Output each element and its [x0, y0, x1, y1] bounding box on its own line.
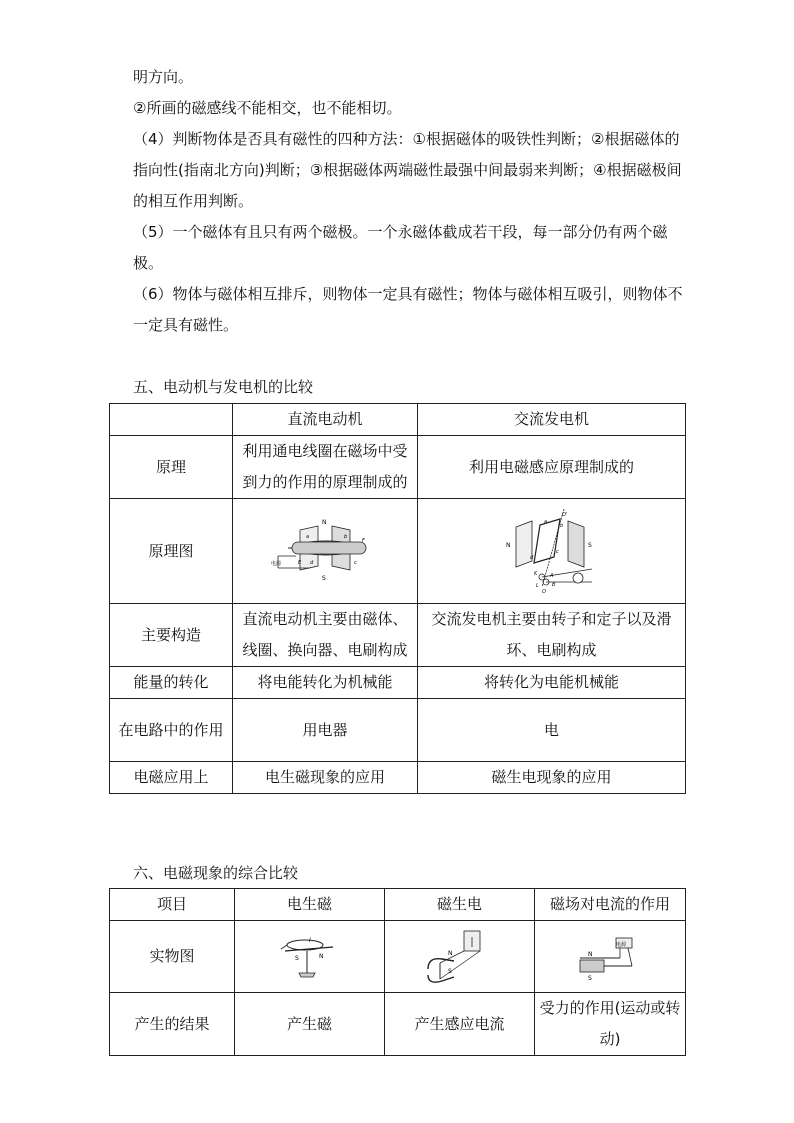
gen-label-k: K [533, 571, 537, 577]
gen-label-o: O [541, 589, 546, 595]
oersted-label-i: I [308, 936, 311, 944]
induction-picture-cell [385, 921, 535, 993]
oersted-label-s: S [294, 954, 299, 962]
section-6-title: 六、电磁现象的综合比较 [133, 864, 299, 882]
table-row [110, 762, 686, 794]
table-header-row [110, 889, 686, 921]
motor-label-s: S [322, 575, 326, 582]
header-cell: 磁生电 [385, 889, 535, 921]
generator-diagram-cell [418, 499, 686, 604]
table-cell: 电生磁现象的应用 [233, 762, 418, 794]
table-cell: 将转化为电能机械能 [418, 667, 686, 699]
oersted-picture-cell [235, 921, 385, 993]
row-label: 产生的结果 [110, 993, 235, 1056]
motor-force-picture-cell [535, 921, 686, 993]
paragraph-2: ②所画的磁感线不能相交，也不能相切。 [133, 99, 402, 117]
header-cell: 电生磁 [235, 889, 385, 921]
electromagnetism-table [109, 888, 686, 1056]
gen-label-a: a [543, 519, 547, 525]
table-cell: 利用通电线圈在磁场中受到力的作用的原理制成的 [233, 436, 418, 499]
motor-generator-table [109, 403, 686, 794]
oersted-experiment-picture [277, 929, 343, 985]
table-cell: 利用电磁感应原理制成的 [418, 436, 686, 499]
induction-experiment-picture [420, 927, 500, 987]
row-label: 电磁应用上 [110, 762, 233, 794]
dc-motor-diagram [270, 516, 380, 586]
paragraph-1: 明方向。 [133, 68, 194, 86]
gen-label-bb: B [551, 582, 555, 588]
gen-label-n: N [505, 542, 510, 549]
gen-label-b: b [559, 523, 563, 529]
header-cell [110, 404, 233, 436]
motor-power-label: 电源 [271, 561, 282, 567]
header-cell: 项目 [110, 889, 235, 921]
table-cell: 将电能转化为机械能 [233, 667, 418, 699]
header-cell: 交流发电机 [418, 404, 686, 436]
gen-label-c: c [555, 549, 559, 555]
induction-label-s: S [447, 967, 452, 975]
motor-label-d: d [310, 560, 314, 566]
row-label: 原理 [110, 436, 233, 499]
oersted-label-n: N [318, 952, 323, 960]
gen-label-s: S [587, 542, 592, 549]
table-header-row [110, 404, 686, 436]
table-row [110, 604, 686, 667]
motor-force-label-n: N [588, 950, 593, 958]
header-cell: 直流电动机 [233, 404, 418, 436]
motor-diagram-cell [233, 499, 418, 604]
ac-generator-diagram [502, 507, 602, 595]
gen-label-l: L [535, 583, 539, 589]
table-row [110, 436, 686, 499]
row-label: 原理图 [110, 499, 233, 604]
section-5-title: 五、电动机与发电机的比较 [133, 378, 314, 396]
table-row [110, 921, 686, 993]
row-label: 实物图 [110, 921, 235, 993]
table-cell: 用电器 [233, 699, 418, 762]
motor-label-f: F [362, 538, 365, 544]
table-row [110, 699, 686, 762]
row-label: 在电路中的作用 [110, 699, 233, 762]
table-cell: 直流电动机主要由磁体、线圈、换向器、电刷构成 [233, 604, 418, 667]
row-label: 主要构造 [110, 604, 233, 667]
table-cell: 产生感应电流 [385, 993, 535, 1056]
paragraph-3: （4）判断物体是否具有磁性的四种方法：①根据磁体的吸铁性判断；②根据磁体的指向性(指南北方向)判断；③根据磁体两端磁性最强中间最弱来判断；④根据磁极间的相互作用判断。 [133, 130, 682, 210]
gen-label-d: d [529, 555, 533, 561]
table-row [110, 993, 686, 1056]
motor-force-label-s: S [588, 974, 592, 982]
motor-label-b: b [344, 534, 348, 540]
motor-label-c: c [354, 560, 357, 566]
motor-force-power-label: 电源 [616, 941, 627, 948]
gen-label-aa: A [549, 573, 553, 579]
row-label: 能量的转化 [110, 667, 233, 699]
motor-force-experiment-picture [570, 932, 650, 982]
motor-label-n: N [322, 519, 327, 526]
table-cell: 磁生电现象的应用 [418, 762, 686, 794]
header-cell: 磁场对电流的作用 [535, 889, 686, 921]
table-row [110, 499, 686, 604]
table-row [110, 667, 686, 699]
motor-label-e: E [298, 560, 302, 566]
paragraph-5: （6）物体与磁体相互排斥，则物体一定具有磁性；物体与磁体相互吸引，则物体不一定具有磁性。 [133, 285, 683, 334]
motor-label-a: a [306, 534, 310, 540]
table-cell: 产生磁 [235, 993, 385, 1056]
paragraph-4: （5）一个磁体有且只有两个磁极。一个永磁体截成若干段，每一部分仍有两个磁极。 [133, 223, 668, 272]
gen-label-o2: O' [561, 512, 567, 518]
table-cell: 受力的作用(运动或转动) [535, 993, 686, 1056]
table-cell: 电 [418, 699, 686, 762]
induction-label-n: N [447, 949, 452, 957]
table-cell: 交流发电机主要由转子和定子以及滑环、电刷构成 [418, 604, 686, 667]
